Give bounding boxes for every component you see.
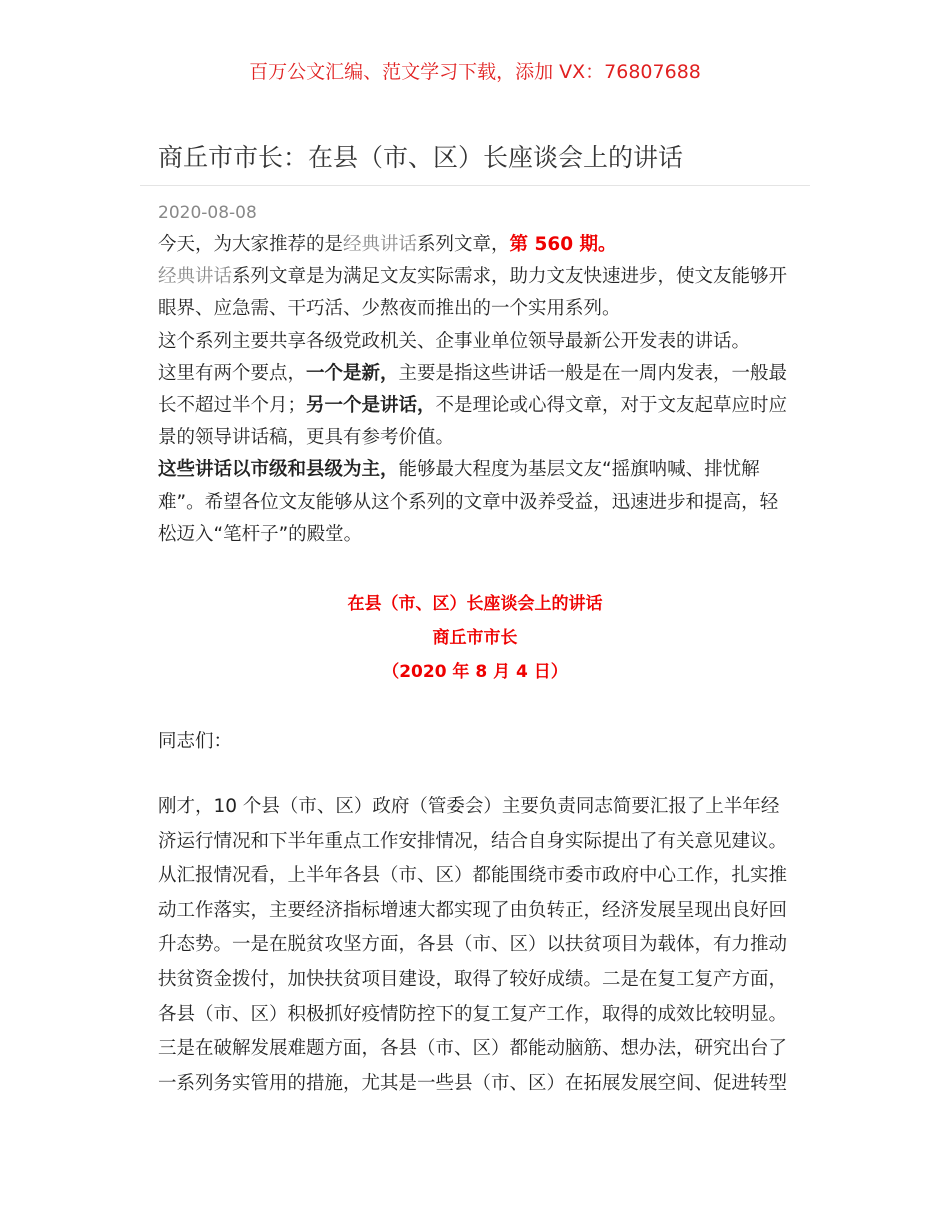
text-segment: 经典讲话: [158, 266, 233, 288]
text-segment: 系列文章，: [417, 234, 510, 255]
greeting: 同志们：: [158, 731, 233, 752]
speech-speaker: 商丘市市长: [432, 628, 518, 648]
text-segment: 难”。希望各位文友能够从这个系列的文章中汲养受益，迅速进步和提高，轻: [158, 491, 779, 513]
body-line: 升态势。一是在脱贫攻坚方面，各县（市、区）以扶贫项目为载体，有力推动: [158, 934, 788, 956]
intro-line: [158, 326, 808, 358]
intro-line: [158, 487, 808, 519]
text-segment: 这里有两个要点，: [158, 362, 307, 384]
text-segment: 这个系列主要共享各级党政机关、企事业单位领导最新公开发表的讲话。: [158, 330, 751, 352]
text-segment: 眼界、应急需、干巧活、少熬夜而推出的一个实用系列。: [158, 298, 621, 320]
text-segment: 能够最大程度为基层文友“摇旗呐喊、排忧解: [398, 459, 760, 481]
body-line: 三是在破解发展难题方面，各县（市、区）都能动脑筋、想办法，研究出台了: [158, 1038, 788, 1060]
body-line: 动工作落实，主要经济指标增速大都实现了由负转正，经济发展呈现出良好回: [158, 899, 788, 921]
intro-line: [158, 422, 808, 454]
speech-body: [158, 790, 808, 1101]
body-line: 从汇报情况看，上半年各县（市、区）都能围绕市委市政府中心工作，扎实推: [158, 865, 788, 887]
text-segment: 一个是新，: [306, 362, 399, 384]
article-title: 商丘市市长：在县（市、区）长座谈会上的讲话: [158, 143, 684, 172]
body-line: 扶贫资金拨付，加快扶贫项目建设，取得了较好成绩。二是在复工复产方面，: [158, 968, 788, 990]
text-segment: 另一个是讲话，: [306, 394, 436, 416]
intro-text: [158, 229, 808, 551]
intro-line: [158, 229, 808, 261]
promo-banner: 百万公文汇编、范文学习下载，添加 VX：76807688: [249, 61, 701, 83]
speech-date: （2020 年 8 月 4 日）: [382, 662, 568, 682]
text-segment: 景的领导讲话稿，更具有参考价值。: [158, 427, 455, 449]
intro-line: [158, 390, 808, 422]
text-segment: 系列文章是为满足文友实际需求，助力文友快速进步，使文友能够开: [232, 266, 788, 288]
intro-line: [158, 261, 808, 293]
text-segment: 松迈入“笔杆子”的殿堂。: [158, 523, 363, 545]
text-segment: 今天，为大家推荐的是: [158, 234, 344, 255]
intro-line: [158, 358, 808, 390]
body-line: 各县（市、区）积极抓好疫情防控下的复工复产工作，取得的成效比较明显。: [158, 1003, 788, 1025]
text-segment: 不是理论或心得文章，对于文友起草应时应: [435, 394, 788, 416]
text-segment: 长不超过半个月；: [158, 394, 307, 416]
intro-line: [158, 519, 808, 551]
text-segment: 主要是指这些讲话一般是在一周内发表，一般最: [398, 362, 788, 384]
text-segment: 这些讲话以市级和县级为主，: [158, 459, 399, 481]
body-line: 济运行情况和下半年重点工作安排情况，结合自身实际提出了有关意见建议。: [158, 830, 788, 852]
intro-line: [158, 454, 808, 486]
text-segment: 第 560 期。: [509, 234, 617, 255]
text-segment: 经典讲话: [343, 234, 418, 255]
body-line: 一系列务实管用的措施，尤其是一些县（市、区）在拓展发展空间、促进转型: [158, 1072, 788, 1094]
intro-line: [158, 293, 808, 325]
body-line: 刚才，10 个县（市、区）政府（管委会）主要负责同志简要汇报了上半年经: [158, 796, 780, 817]
title-divider: [140, 185, 810, 186]
speech-title: 在县（市、区）长座谈会上的讲话: [347, 594, 603, 614]
publish-date: 2020-08-08: [158, 203, 257, 223]
